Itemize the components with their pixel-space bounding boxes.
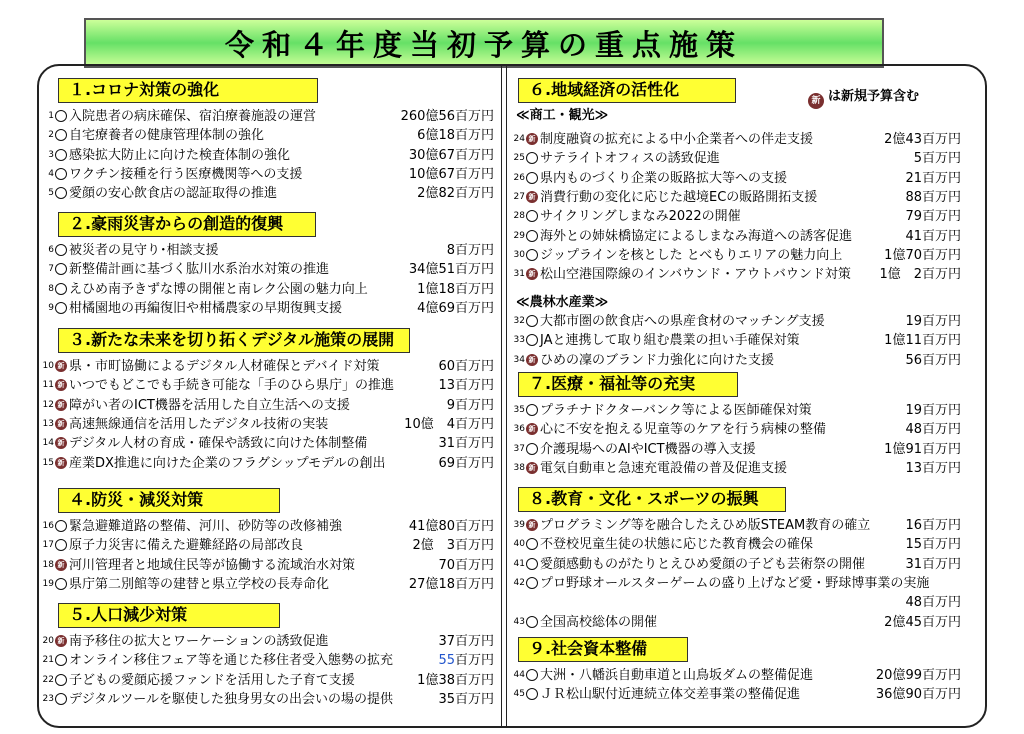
item-label: 制度融資の拡充による中小企業者への伴走支援 bbox=[540, 132, 814, 147]
item-amount: 15百万円 bbox=[905, 537, 961, 553]
list-item bbox=[511, 246, 961, 265]
circle-bullet-icon bbox=[55, 110, 67, 122]
circle-bullet-icon bbox=[526, 152, 538, 164]
item-amount: 13百万円 bbox=[438, 378, 494, 394]
new-budget-icon: 新 bbox=[526, 354, 538, 366]
list-item bbox=[40, 107, 494, 126]
item-label: 産業DX推進に向けた企業のフラグシップモデルの創出 bbox=[69, 455, 386, 471]
list-item bbox=[511, 351, 961, 370]
list-item bbox=[511, 265, 961, 284]
list-item bbox=[40, 260, 494, 279]
section-header: ４.防災・減災対策 bbox=[58, 488, 280, 513]
item-label: 子どもの愛顔応援ファンドを活用した子育て支援 bbox=[69, 672, 355, 688]
section-header: ３.新たな未来を切り拓くデジタル施策の展開 bbox=[58, 328, 410, 353]
item-amount: 19百万円 bbox=[905, 403, 961, 418]
item-amount: 5百万円 bbox=[913, 151, 961, 167]
circle-bullet-icon bbox=[55, 187, 67, 199]
item-number: 45 bbox=[513, 689, 525, 700]
circle-bullet-icon bbox=[55, 674, 67, 686]
item-label: ワクチン接種を行う医療機関等への支援 bbox=[69, 166, 303, 182]
list-item bbox=[511, 331, 961, 350]
list-item bbox=[511, 188, 961, 207]
item-amount: 41億80百万円 bbox=[408, 519, 494, 534]
circle-bullet-icon bbox=[55, 693, 67, 705]
circle-bullet-icon bbox=[55, 263, 67, 275]
circle-bullet-icon bbox=[55, 654, 67, 666]
item-label: サイクリングしまなみ2022の開催 bbox=[540, 209, 741, 225]
item-label: プラチナドクターバンク等による医師確保対策 bbox=[540, 403, 812, 418]
item-amount-unit: 百万円 bbox=[454, 653, 494, 669]
item-amount: 10億 4百万円 bbox=[404, 416, 494, 432]
circle-bullet-icon bbox=[526, 404, 538, 416]
item-label: 心に不安を抱える児童等のケアを行う病棟の整備 bbox=[540, 422, 827, 438]
item-amount bbox=[438, 651, 494, 670]
item-number: 40 bbox=[513, 539, 525, 550]
item-amount: 2億82百万円 bbox=[417, 186, 494, 202]
page-title: 令和４年度当初予算の重点施策 bbox=[84, 18, 884, 68]
item-amount: 37百万円 bbox=[438, 634, 494, 649]
item-number: 15 bbox=[42, 457, 54, 468]
item-number: 42 bbox=[513, 577, 525, 588]
list-item bbox=[511, 227, 961, 246]
item-number: 3 bbox=[48, 149, 54, 160]
item-number: 37 bbox=[513, 443, 525, 454]
item-number: 27 bbox=[513, 191, 525, 202]
item-amount: 56百万円 bbox=[905, 352, 961, 368]
circle-bullet-icon bbox=[55, 129, 67, 141]
circle-bullet-icon bbox=[55, 302, 67, 314]
item-number: 19 bbox=[42, 578, 54, 589]
item-number: 25 bbox=[513, 153, 525, 164]
list-item bbox=[511, 516, 961, 535]
item-label: 県内ものづくり企業の販路拡大等への支援 bbox=[540, 170, 788, 186]
list-item bbox=[511, 312, 961, 331]
item-number: 35 bbox=[513, 405, 525, 415]
item-amount: 79百万円 bbox=[905, 209, 961, 225]
item-number: 24 bbox=[513, 134, 525, 144]
new-budget-icon: 新 bbox=[55, 399, 67, 411]
circle-bullet-icon bbox=[526, 538, 538, 550]
item-amount: 60百万円 bbox=[438, 359, 494, 374]
item-label: 原子力災害に備えた避難経路の局部改良 bbox=[69, 538, 304, 554]
item-amount: 88百万円 bbox=[905, 189, 961, 205]
circle-bullet-icon bbox=[55, 244, 67, 256]
item-number: 2 bbox=[48, 130, 54, 141]
list-item bbox=[40, 517, 494, 536]
new-budget-icon: 新 bbox=[55, 437, 67, 449]
item-label: 松山空港国際線のインバウンド・アウトバウンド対策 bbox=[540, 267, 851, 283]
item-label: 県・市町協働によるデジタル人材確保とデバイド対策 bbox=[69, 359, 380, 374]
new-budget-icon: 新 bbox=[55, 457, 67, 469]
circle-bullet-icon bbox=[526, 334, 538, 346]
item-amount: 13百万円 bbox=[905, 460, 961, 476]
circle-bullet-icon bbox=[526, 172, 538, 184]
circle-bullet-icon bbox=[526, 249, 538, 261]
item-amount: 1億38百万円 bbox=[417, 672, 494, 688]
circle-bullet-icon bbox=[526, 315, 538, 327]
list-item bbox=[40, 376, 494, 395]
item-amount: 16百万円 bbox=[905, 518, 961, 533]
item-label: 南予移住の拡大とワーケーションの誘致促進 bbox=[69, 634, 329, 649]
item-number: 41 bbox=[513, 558, 525, 569]
circle-bullet-icon bbox=[526, 577, 538, 589]
item-number: 20 bbox=[42, 636, 54, 646]
list-item bbox=[40, 146, 494, 165]
item-number: 8 bbox=[48, 283, 54, 294]
list-item bbox=[40, 357, 494, 376]
item-amount: 1億18百万円 bbox=[417, 281, 494, 297]
list-item bbox=[511, 420, 961, 439]
item-number: 32 bbox=[513, 316, 525, 326]
list-item bbox=[511, 130, 961, 149]
list-item bbox=[40, 299, 494, 318]
subsection-title: ≪商工・観光≫ bbox=[516, 108, 609, 123]
item-number: 26 bbox=[513, 172, 525, 183]
item-label: デジタル人材の育成・確保や誘致に向けた体制整備 bbox=[69, 436, 368, 452]
column-divider bbox=[501, 66, 507, 726]
new-budget-icon: 新 bbox=[526, 268, 538, 280]
section-header: ６.地域経済の活性化 bbox=[518, 78, 736, 103]
item-amount: 2億43百万円 bbox=[884, 132, 961, 147]
new-budget-icon: 新 bbox=[526, 191, 538, 203]
list-item bbox=[40, 632, 494, 651]
item-label: 自宅療養者の健康管理体制の強化 bbox=[69, 128, 265, 144]
list-item bbox=[40, 671, 494, 690]
item-number: 29 bbox=[513, 230, 525, 241]
circle-bullet-icon bbox=[55, 168, 67, 180]
new-budget-icon: 新 bbox=[526, 423, 538, 435]
item-label: 入院患者の病床確保、宿泊療養施設の運営 bbox=[69, 109, 317, 124]
list-item bbox=[40, 280, 494, 299]
item-number: 7 bbox=[48, 264, 54, 275]
item-label: プロ野球オールスターゲームの盛り上げなど愛・野球博事業の実施 bbox=[540, 575, 930, 591]
item-label: 被災者の見守り･相談支援 bbox=[69, 243, 219, 258]
new-budget-icon: 新 bbox=[55, 635, 67, 647]
list-item bbox=[511, 555, 961, 574]
item-label: サテライトオフィスの誘致促進 bbox=[540, 151, 720, 167]
list-item bbox=[40, 165, 494, 184]
list-item bbox=[511, 169, 961, 188]
new-budget-icon: 新 bbox=[55, 559, 67, 571]
circle-bullet-icon bbox=[526, 669, 538, 681]
list-item bbox=[40, 126, 494, 145]
item-label: ジップラインを核とした とべもりエリアの魅力向上 bbox=[540, 247, 843, 263]
item-label: いつでもどこでも手続き可能な「手のひら県庁」の推進 bbox=[69, 378, 395, 394]
item-amount: 10億67百万円 bbox=[408, 166, 494, 182]
item-label: JAと連携して取り組む農業の担い手確保対策 bbox=[540, 333, 800, 349]
item-amount: 20億99百万円 bbox=[875, 668, 961, 683]
item-label: 緊急避難道路の整備、河川、砂防等の改修補強 bbox=[69, 519, 343, 534]
circle-bullet-icon bbox=[526, 558, 538, 570]
new-budget-icon: 新 bbox=[55, 379, 67, 391]
list-item bbox=[40, 434, 494, 453]
item-label: 高速無線通信を活用したデジタル技術の実装 bbox=[69, 416, 329, 432]
item-amount bbox=[511, 593, 961, 612]
item-number: 1 bbox=[48, 111, 54, 121]
item-number: 39 bbox=[513, 520, 525, 530]
item-number: 13 bbox=[42, 418, 54, 429]
new-budget-icon: 新 bbox=[526, 519, 538, 531]
new-budget-icon: 新 bbox=[55, 418, 67, 430]
item-number: 31 bbox=[513, 269, 525, 280]
new-budget-icon: 新 bbox=[526, 462, 538, 474]
item-amount: 8百万円 bbox=[446, 243, 494, 258]
list-item bbox=[40, 556, 494, 575]
item-number: 12 bbox=[42, 399, 54, 410]
section-header: ２.豪雨災害からの創造的復興 bbox=[58, 212, 316, 237]
item-number: 18 bbox=[42, 559, 54, 570]
item-amount: 260億56百万円 bbox=[400, 109, 494, 124]
section-header: １.コロナ対策の強化 bbox=[58, 78, 318, 103]
item-label: 県庁第二別館等の建替と県立学校の長寿命化 bbox=[69, 576, 330, 592]
item-amount: 48百万円 bbox=[905, 422, 961, 438]
item-amount: 31百万円 bbox=[438, 436, 494, 452]
item-amount: 31百万円 bbox=[905, 556, 961, 572]
item-amount: 21百万円 bbox=[905, 170, 961, 186]
item-number: 23 bbox=[42, 693, 54, 704]
item-label: 愛顔感動ものがたりとえひめ愛顔の子ども芸術祭の開催 bbox=[540, 556, 866, 572]
item-label: 愛顔の安心飲食店の認証取得の推進 bbox=[69, 186, 278, 202]
item-number: 33 bbox=[513, 335, 525, 346]
item-amount: 2億45百万円 bbox=[884, 614, 961, 630]
item-number: 28 bbox=[513, 211, 525, 222]
item-label: 不登校児童生徒の状態に応じた教育機会の確保 bbox=[540, 537, 814, 553]
circle-bullet-icon bbox=[526, 443, 538, 455]
item-number: 6 bbox=[48, 245, 54, 255]
circle-bullet-icon bbox=[55, 539, 67, 551]
list-item bbox=[511, 207, 961, 226]
list-item bbox=[40, 651, 494, 670]
list-item bbox=[511, 149, 961, 168]
item-label: えひめ南予きずな博の開催と南レク公園の魅力向上 bbox=[69, 281, 368, 297]
list-item bbox=[40, 415, 494, 434]
item-label: 柑橘園地の再編復旧や柑橘農家の早期復興支援 bbox=[69, 300, 343, 316]
list-item bbox=[40, 396, 494, 415]
item-amount-value: 48百万円 bbox=[905, 595, 961, 611]
item-amount: 1億70百万円 bbox=[884, 247, 961, 263]
section-header: ５.人口減少対策 bbox=[58, 603, 280, 628]
item-amount: 1億11百万円 bbox=[884, 333, 961, 349]
item-number: 22 bbox=[42, 674, 54, 685]
item-number: 36 bbox=[513, 424, 525, 435]
item-number: 5 bbox=[48, 188, 54, 199]
item-label: 消費行動の変化に応じた越境ECの販路開拓支援 bbox=[540, 189, 818, 205]
item-amount: 34億51百万円 bbox=[408, 262, 494, 278]
item-number: 30 bbox=[513, 249, 525, 260]
item-number: 34 bbox=[513, 354, 525, 365]
item-label: オンライン移住フェア等を通じた移住者受入態勢の拡充 bbox=[69, 653, 393, 669]
item-amount: 35百万円 bbox=[438, 691, 494, 707]
list-item bbox=[511, 613, 961, 632]
circle-bullet-icon bbox=[55, 578, 67, 590]
item-label: 電気自動車と急速充電設備の普及促進支援 bbox=[540, 460, 788, 476]
circle-bullet-icon bbox=[55, 149, 67, 161]
list-item bbox=[511, 666, 961, 685]
list-item bbox=[40, 184, 494, 203]
item-amount: 2億 3百万円 bbox=[412, 538, 494, 554]
item-number: 21 bbox=[42, 655, 54, 666]
item-amount: 27億18百万円 bbox=[408, 576, 494, 592]
legend bbox=[808, 85, 919, 109]
item-amount: 4億69百万円 bbox=[417, 300, 494, 316]
circle-bullet-icon bbox=[526, 688, 538, 700]
item-number: 17 bbox=[42, 540, 54, 551]
list-item bbox=[511, 459, 961, 478]
item-amount: 70百万円 bbox=[438, 557, 494, 573]
item-number: 16 bbox=[42, 521, 54, 531]
circle-bullet-icon bbox=[526, 210, 538, 222]
item-amount: 19百万円 bbox=[905, 314, 961, 329]
list-item bbox=[40, 575, 494, 594]
item-number: 14 bbox=[42, 438, 54, 449]
item-label: デジタルツールを駆使した独身男女の出会いの場の提供 bbox=[69, 691, 393, 707]
item-label: プログラミング等を融合したえひめ版STEAM教育の確立 bbox=[540, 518, 871, 533]
list-item bbox=[40, 536, 494, 555]
item-amount: 41百万円 bbox=[905, 228, 961, 244]
circle-bullet-icon bbox=[526, 616, 538, 628]
item-number: 4 bbox=[48, 168, 54, 179]
item-amount: 1億91百万円 bbox=[884, 441, 961, 457]
circle-bullet-icon bbox=[55, 283, 67, 295]
item-amount: 1億 2百万円 bbox=[879, 267, 961, 283]
item-label: 大洲・八幡浜自動車道と山鳥坂ダムの整備促進 bbox=[540, 668, 814, 683]
legend-text: は新規予算含む bbox=[828, 89, 920, 104]
item-label: 大都市圏の飲食店への県産食材のマッチング支援 bbox=[540, 314, 825, 329]
item-label: 新整備計画に基づく肱川水系治水対策の推進 bbox=[69, 262, 330, 278]
list-item bbox=[511, 685, 961, 704]
section-header: ８.教育・文化・スポーツの振興 bbox=[518, 487, 786, 512]
circle-bullet-icon bbox=[55, 520, 67, 532]
new-budget-icon: 新 bbox=[55, 360, 67, 372]
item-amount: 9百万円 bbox=[446, 397, 494, 413]
item-number: 38 bbox=[513, 462, 525, 473]
item-number: 9 bbox=[48, 302, 54, 313]
list-item bbox=[40, 690, 494, 709]
item-label: 障がい者のICT機器を活用した自立生活への支援 bbox=[69, 397, 350, 413]
item-label: 介護現場へのAIやICT機器の導入支援 bbox=[540, 441, 756, 457]
new-budget-icon: 新 bbox=[526, 133, 538, 145]
item-label: ＪＲ松山駅付近連続立体交差事業の整備促進 bbox=[540, 687, 801, 703]
item-number: 43 bbox=[513, 616, 525, 627]
item-label: 感染拡大防止に向けた検査体制の強化 bbox=[69, 147, 291, 163]
item-label: 全国高校総体の開催 bbox=[540, 614, 658, 630]
subsection-title: ≪農林水産業≫ bbox=[516, 295, 609, 310]
list-item bbox=[511, 535, 961, 554]
item-amount-highlight: 55 bbox=[438, 653, 455, 669]
item-amount: 30億67百万円 bbox=[408, 147, 494, 163]
item-amount: 6億18百万円 bbox=[417, 128, 494, 144]
item-amount: 69百万円 bbox=[438, 455, 494, 471]
section-header: ９.社会資本整備 bbox=[518, 637, 688, 662]
item-amount: 36億90百万円 bbox=[875, 687, 961, 703]
item-label: ひめの凜のブランド力強化に向けた支援 bbox=[540, 352, 775, 368]
item-number: 10 bbox=[42, 361, 54, 371]
list-item bbox=[40, 241, 494, 260]
circle-bullet-icon bbox=[526, 230, 538, 242]
list-item bbox=[511, 440, 961, 459]
item-label: 河川管理者と地域住民等が協働する流域治水対策 bbox=[69, 557, 356, 573]
item-label: 海外との姉妹橋協定によるしまなみ海道への誘客促進 bbox=[540, 228, 853, 244]
list-item bbox=[511, 401, 961, 420]
list-item bbox=[511, 574, 961, 593]
item-number: 11 bbox=[42, 380, 54, 391]
list-item bbox=[40, 454, 494, 473]
section-header: ７.医療・福祉等の充実 bbox=[518, 372, 738, 397]
item-number: 44 bbox=[513, 670, 525, 680]
new-budget-icon: 新 bbox=[808, 93, 824, 109]
